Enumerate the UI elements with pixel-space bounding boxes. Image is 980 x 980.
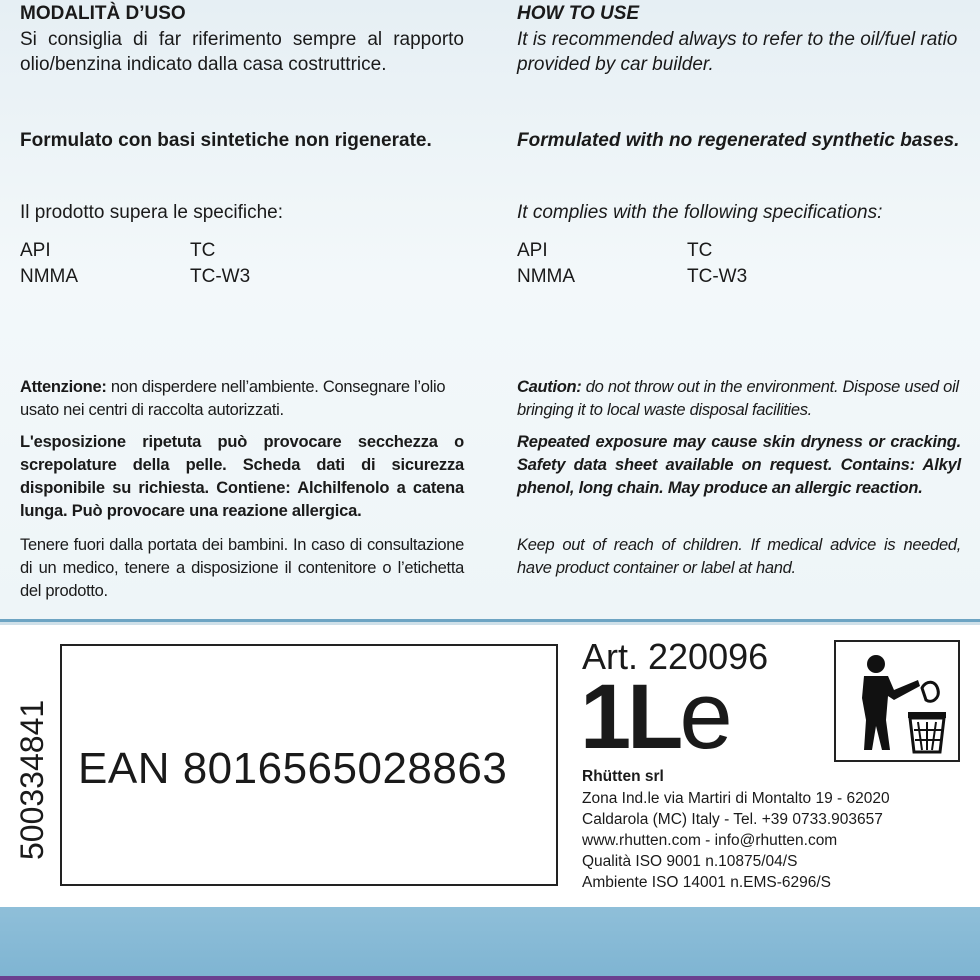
spec-name: API — [517, 240, 548, 261]
spec-value: TC — [687, 240, 713, 261]
address-line: www.rhutten.com - info@rhutten.com — [582, 832, 838, 849]
article-number: Art. 220096 — [582, 636, 769, 677]
tidyman-bin-icon — [844, 650, 950, 754]
spec-value: TC-W3 — [687, 266, 748, 287]
formulated-it: Formulato con basi sintetiche non rigenerate. — [20, 130, 432, 151]
disposal-symbol-box — [834, 640, 960, 762]
volume-number: 1L — [580, 666, 680, 768]
usage-text-it: Si consiglia di far riferimento sempre al rapporto olio/benzina indicato dalla casa costruttrice. — [20, 29, 464, 75]
ean-box — [60, 644, 558, 886]
children-it: Tenere fuori dalla portata dei bambini. In caso di consultazione di un medico, tenere a disposizione il contenitore o l’etichetta del prodotto. — [20, 536, 464, 600]
formulated-en: Formulated with no regenerated synthetic bases. — [517, 130, 960, 151]
vertical-product-code: 500334841 — [14, 699, 50, 860]
spec-value: TC — [190, 240, 216, 261]
address-line: Caldarola (MC) Italy - Tel. +39 0733.903657 — [582, 811, 883, 828]
usage-heading-it: MODALITÀ D’USO — [20, 3, 186, 24]
spec-value: TC-W3 — [190, 266, 251, 287]
usage-text-en: It is recommended always to refer to the oil/fuel ratio provided by car builder. — [517, 29, 958, 75]
caution-label: Caution: — [517, 378, 582, 396]
children-en: Keep out of reach of children. If medical advice is needed, have product container or label at hand. — [517, 536, 961, 577]
attention-text: non disperdere nell’ambiente. Consegnare l’olio usato nei centri di raccolta autorizzati. — [20, 378, 446, 419]
volume-mark — [580, 662, 733, 769]
ean-code: EAN 8016565028863 — [78, 744, 508, 793]
exposure-it: L'esposizione ripetuta può provocare secchezza o screpolature della pelle. Scheda dati di sicurezza disponibile su richiesta. Contiene: Alchilfenolo a catena lunga. Può provocare una reazione allergica. — [20, 433, 464, 520]
address-line: Ambiente ISO 14001 n.EMS-6296/S — [582, 874, 832, 891]
address-line: Qualità ISO 9001 n.10875/04/S — [582, 853, 798, 870]
spec-name: API — [20, 240, 51, 261]
company-name: Rhütten srl — [582, 768, 664, 785]
specs-intro-it: Il prodotto supera le specifiche: — [20, 202, 283, 223]
exposure-en: Repeated exposure may cause skin dryness or cracking. Safety data sheet available on request. Contains: Alkyl phenol, long chain. May produce an allergic reaction. — [517, 433, 961, 497]
caution-text: do not throw out in the environment. Dispose used oil bringing it to local waste disposal facilities. — [517, 378, 959, 419]
attention-label: Attenzione: — [20, 378, 107, 396]
spec-name: NMMA — [517, 266, 576, 287]
specs-intro-en: It complies with the following specifications: — [517, 202, 883, 223]
caution-en — [517, 376, 961, 422]
spec-name: NMMA — [20, 266, 79, 287]
bottom-color-band — [0, 907, 980, 980]
address-line: Zona Ind.le via Martiri di Montalto 19 - 62020 — [582, 790, 890, 807]
attention-it — [20, 376, 464, 422]
estimated-sign-icon: e — [679, 662, 733, 769]
usage-heading-en: HOW TO USE — [517, 3, 640, 24]
bottom-stripe — [0, 976, 980, 980]
